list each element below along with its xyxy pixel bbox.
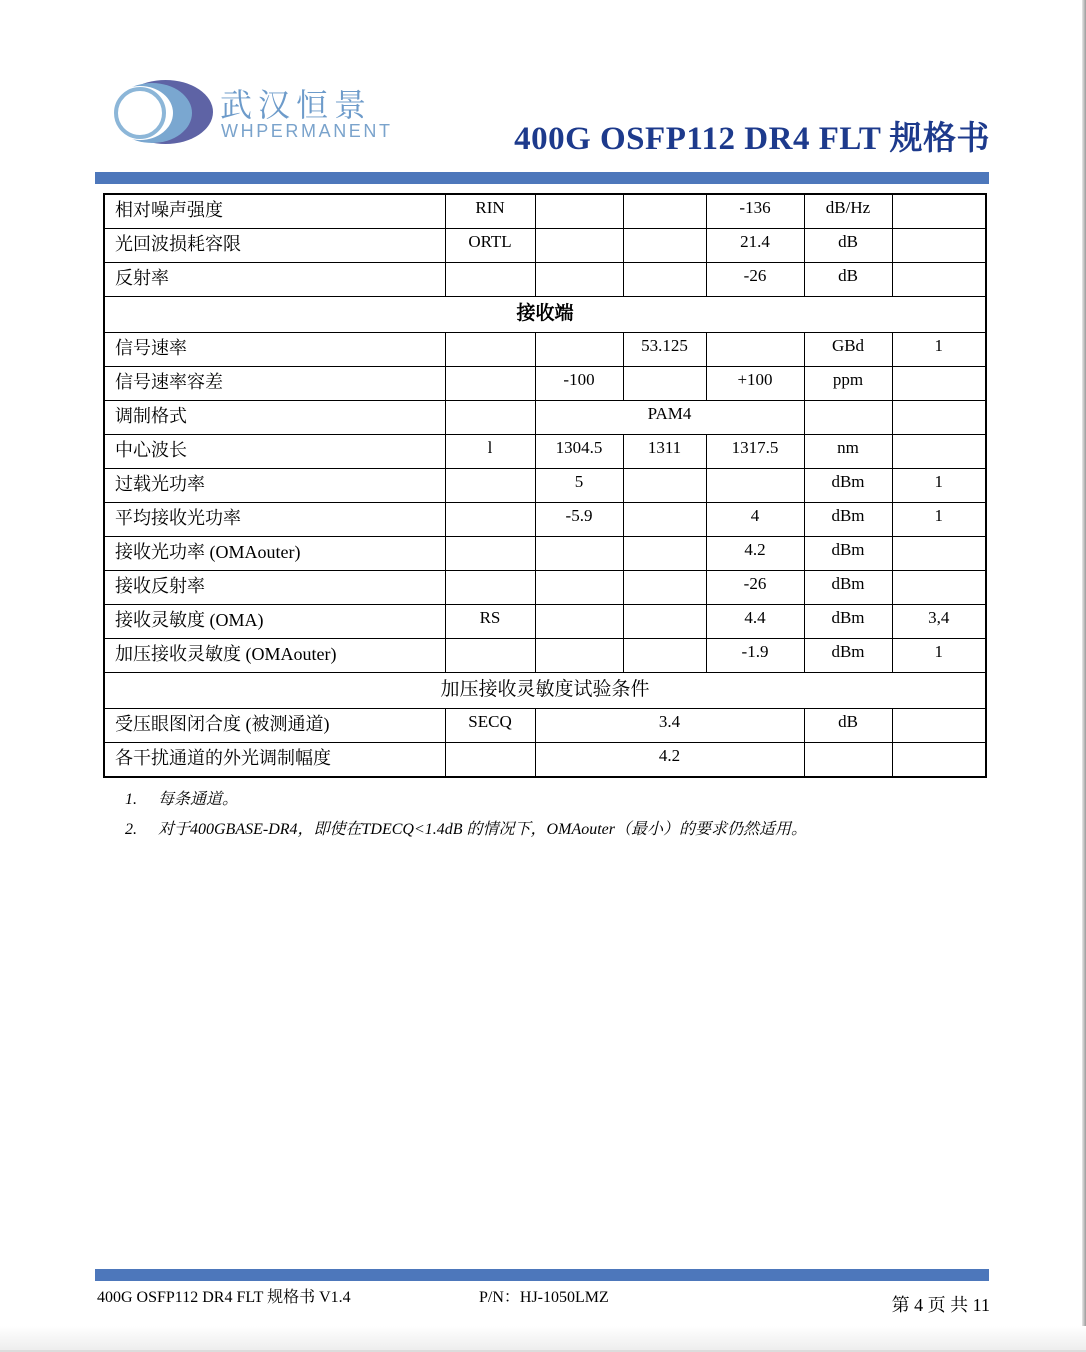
- cell-symbol: [445, 333, 535, 367]
- cell-unit: [804, 743, 892, 778]
- cell-unit: dBm: [804, 503, 892, 537]
- cell-min: [535, 229, 623, 263]
- table-row: [104, 673, 986, 709]
- page-bottom-edge: [0, 1326, 1086, 1352]
- cell-note: 1: [892, 503, 986, 537]
- cell-min: [535, 639, 623, 673]
- cell-note: [892, 194, 986, 229]
- footer-part-number: P/N：HJ-1050LMZ: [479, 1289, 609, 1306]
- cell-merged-value: 4.2: [535, 743, 804, 778]
- cell-param: 加压接收灵敏度 (OMAouter): [104, 639, 445, 673]
- cell-param: 接收光功率 (OMAouter): [104, 537, 445, 571]
- cell-max: -1.9: [706, 639, 804, 673]
- cell-symbol: [445, 743, 535, 778]
- cell-param: 反射率: [104, 263, 445, 297]
- cell-symbol: [445, 263, 535, 297]
- cell-symbol: RIN: [445, 194, 535, 229]
- cell-param: 相对噪声强度: [104, 194, 445, 229]
- cell-note: 3,4: [892, 605, 986, 639]
- cell-symbol: [445, 537, 535, 571]
- footnote-1: [125, 786, 238, 809]
- cell-typical: [623, 469, 706, 503]
- cell-unit: dBm: [804, 537, 892, 571]
- cell-typical: 1311: [623, 435, 706, 469]
- cell-typical: [623, 263, 706, 297]
- section-header: 加压接收灵敏度试验条件: [104, 673, 986, 709]
- table-row: [104, 605, 986, 639]
- cell-unit: GBd: [804, 333, 892, 367]
- cell-unit: dB: [804, 709, 892, 743]
- table-row: [104, 469, 986, 503]
- cell-param: 信号速率: [104, 333, 445, 367]
- cell-max: [706, 333, 804, 367]
- cell-note: 1: [892, 333, 986, 367]
- cell-min: [535, 571, 623, 605]
- cell-note: [892, 367, 986, 401]
- cell-param: 受压眼图闭合度 (被测通道): [104, 709, 445, 743]
- cell-param: 接收灵敏度 (OMA): [104, 605, 445, 639]
- table-row: [104, 297, 986, 333]
- footnote-2-number: 2.: [125, 821, 137, 838]
- cell-typical: [623, 367, 706, 401]
- cell-max: -136: [706, 194, 804, 229]
- cell-note: [892, 537, 986, 571]
- footnote-2-text: 对于400GBASE-DR4，即使在TDECQ<1.4dB 的情况下，OMAouter（最小）的要求仍然适用。: [158, 821, 807, 838]
- cell-param: 接收反射率: [104, 571, 445, 605]
- cell-typical: 53.125: [623, 333, 706, 367]
- cell-max: 21.4: [706, 229, 804, 263]
- cell-unit: dB/Hz: [804, 194, 892, 229]
- cell-param: 过载光功率: [104, 469, 445, 503]
- cell-note: [892, 743, 986, 778]
- cell-param: 各干扰通道的外光调制幅度: [104, 743, 445, 778]
- cell-symbol: [445, 401, 535, 435]
- company-name-en: WHPERMANENT: [221, 121, 393, 141]
- cell-unit: [804, 401, 892, 435]
- cell-max: 4.4: [706, 605, 804, 639]
- table-row: [104, 194, 986, 229]
- cell-symbol: RS: [445, 605, 535, 639]
- cell-merged-value: PAM4: [535, 401, 804, 435]
- cell-note: [892, 263, 986, 297]
- cell-note: 1: [892, 639, 986, 673]
- cell-param: 调制格式: [104, 401, 445, 435]
- cell-typical: [623, 503, 706, 537]
- header-divider-bar: [95, 172, 989, 184]
- logo-ring-circle: [114, 87, 166, 139]
- table-row: [104, 401, 986, 435]
- company-logo-icon: [112, 80, 213, 146]
- cell-typical: [623, 194, 706, 229]
- spec-table: [103, 193, 987, 778]
- cell-min: -100: [535, 367, 623, 401]
- table-row: [104, 537, 986, 571]
- cell-typical: [623, 639, 706, 673]
- cell-note: [892, 229, 986, 263]
- cell-symbol: [445, 503, 535, 537]
- table-row: [104, 263, 986, 297]
- cell-max: -26: [706, 571, 804, 605]
- cell-min: -5.9: [535, 503, 623, 537]
- page-title: 400G OSFP112 DR4 FLT 规格书: [514, 121, 990, 157]
- cell-symbol: [445, 639, 535, 673]
- section-header: 接收端: [104, 297, 986, 333]
- cell-max: 1317.5: [706, 435, 804, 469]
- cell-note: 1: [892, 469, 986, 503]
- company-name-cn: 武汉恒景: [220, 87, 373, 123]
- cell-typical: [623, 571, 706, 605]
- cell-note: [892, 709, 986, 743]
- table-row: [104, 367, 986, 401]
- cell-unit: dBm: [804, 605, 892, 639]
- cell-min: 1304.5: [535, 435, 623, 469]
- cell-unit: dBm: [804, 469, 892, 503]
- cell-typical: [623, 605, 706, 639]
- cell-note: [892, 435, 986, 469]
- footnote-2: [125, 816, 807, 839]
- cell-symbol: [445, 469, 535, 503]
- cell-min: [535, 333, 623, 367]
- table-row: [104, 229, 986, 263]
- cell-min: [535, 537, 623, 571]
- cell-max: 4.2: [706, 537, 804, 571]
- table-row: [104, 639, 986, 673]
- footer-doc-name: 400G OSFP112 DR4 FLT 规格书 V1.4: [97, 1289, 351, 1306]
- cell-max: [706, 469, 804, 503]
- footer-divider-bar: [95, 1269, 989, 1281]
- cell-param: 中心波长: [104, 435, 445, 469]
- cell-unit: nm: [804, 435, 892, 469]
- cell-min: [535, 263, 623, 297]
- cell-note: [892, 401, 986, 435]
- cell-merged-value: 3.4: [535, 709, 804, 743]
- cell-unit: dBm: [804, 639, 892, 673]
- cell-symbol: l: [445, 435, 535, 469]
- footnote-1-text: 每条通道。: [158, 791, 239, 808]
- cell-symbol: ORTL: [445, 229, 535, 263]
- cell-min: [535, 194, 623, 229]
- cell-max: 4: [706, 503, 804, 537]
- table-row: [104, 435, 986, 469]
- table-row: [104, 743, 986, 778]
- cell-unit: dB: [804, 229, 892, 263]
- cell-note: [892, 571, 986, 605]
- cell-min: [535, 605, 623, 639]
- table-row: [104, 503, 986, 537]
- table-row: [104, 709, 986, 743]
- cell-symbol: SECQ: [445, 709, 535, 743]
- cell-min: 5: [535, 469, 623, 503]
- cell-param: 光回波损耗容限: [104, 229, 445, 263]
- cell-symbol: [445, 367, 535, 401]
- cell-unit: dBm: [804, 571, 892, 605]
- cell-max: +100: [706, 367, 804, 401]
- cell-typical: [623, 537, 706, 571]
- footnote-1-number: 1.: [125, 791, 137, 808]
- page-right-edge: [1082, 0, 1086, 1352]
- cell-unit: dB: [804, 263, 892, 297]
- table-row: [104, 333, 986, 367]
- cell-max: -26: [706, 263, 804, 297]
- cell-param: 平均接收光功率: [104, 503, 445, 537]
- cell-unit: ppm: [804, 367, 892, 401]
- footer-page-number: 第 4 页 共 11: [891, 1295, 990, 1315]
- table-row: [104, 571, 986, 605]
- cell-typical: [623, 229, 706, 263]
- cell-symbol: [445, 571, 535, 605]
- cell-param: 信号速率容差: [104, 367, 445, 401]
